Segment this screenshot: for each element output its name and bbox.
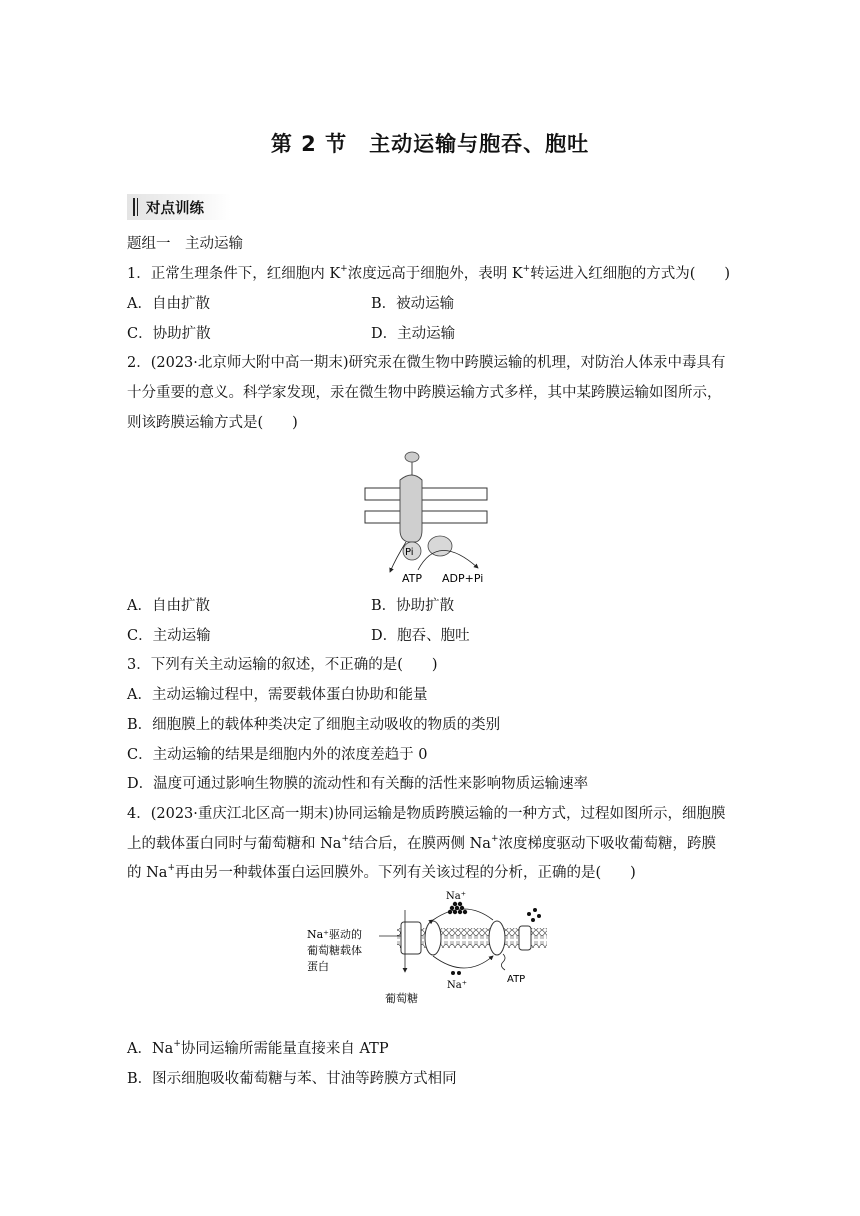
carrier-label-line2: 葡萄糖载体 — [307, 944, 362, 957]
badge-label: 对点训练 — [146, 201, 204, 217]
q1-option-b: B．被动运输 — [371, 296, 455, 312]
carrier-label-line3: 蛋白 — [307, 960, 329, 973]
right-molecules — [527, 908, 541, 922]
atpase-enzyme — [428, 536, 452, 556]
adp-pi-label: ADP+Pi — [442, 572, 484, 585]
pi-label: Pi — [405, 547, 414, 558]
q2-option-c: C．主动运输 — [127, 628, 211, 644]
q1-option-c: C．协助扩散 — [127, 326, 211, 342]
na-top-label: Na⁺ — [446, 891, 466, 902]
practice-badge — [127, 194, 231, 220]
q2-stem-line3: 则该跨膜运输方式是( ) — [127, 415, 298, 431]
membrane-upper-layer — [365, 488, 487, 500]
badge-bar-thin — [137, 198, 138, 216]
q1-option-a: A．自由扩散 — [127, 296, 210, 312]
q4-stem-line3: 的 Na+再由另一种载体蛋白运回膜外。下列有关该过程的分析，正确的是( ) — [127, 863, 636, 881]
transported-molecule — [405, 452, 419, 462]
atp-arrow — [501, 954, 505, 970]
page-title — [0, 128, 860, 158]
glucose-label: 葡萄糖 — [385, 992, 418, 1005]
membrane-lower-layer — [365, 511, 487, 523]
atp-label: ATP — [402, 572, 423, 585]
inward-arrow — [390, 542, 406, 572]
q2-option-b: B．协助扩散 — [371, 598, 455, 614]
na-ions-top — [448, 902, 467, 914]
na-lower-arrow — [433, 956, 493, 968]
q4-stem-line2: 上的载体蛋白同时与葡萄糖和 Na+结合后，在膜两侧 Na+浓度梯度驱动下吸收葡萄糖，跨膜 — [127, 834, 716, 852]
atp-label-q4: ATP — [507, 974, 526, 985]
q4-option-a: A．Na+协同运输所需能量直接来自 ATP — [127, 1039, 389, 1057]
q3-stem: 3．下列有关主动运输的叙述，不正确的是( ) — [127, 657, 438, 673]
section-name: 主动运输与胞吞、胞吐 — [369, 132, 590, 156]
q2-stem-line1: 2．(2023·北京师大附中高一期末)研究汞在微生物中跨膜运输的机理，对防治人体汞中毒具有 — [127, 355, 726, 371]
q3-option-d: D．温度可通过影响生物膜的流动性和有关酶的活性来影响物质运输速率 — [127, 776, 589, 792]
carrier-label-line1: Na⁺驱动的 — [307, 928, 362, 941]
na-channel-left — [425, 921, 441, 955]
right-transporter — [519, 926, 531, 950]
q1-stem: 1．正常生理条件下，红细胞内 K+浓度远高于细胞外，表明 K+转运进入红细胞的方式为( ) — [127, 264, 731, 282]
q4-option-b: B．图示细胞吸收葡萄糖与苯、甘油等跨膜方式相同 — [127, 1071, 457, 1087]
q3-option-a: A．主动运输过程中，需要载体蛋白协助和能量 — [127, 687, 428, 703]
na-upper-arrow — [433, 909, 493, 920]
glucose-carrier-protein — [401, 922, 421, 954]
group-heading: 题组一 主动运输 — [127, 236, 243, 252]
q2-stem-line2: 十分重要的意义。科学家发现，汞在微生物中跨膜运输方式多样，其中某跨膜运输如图所示， — [127, 385, 722, 401]
q3-option-b: B．细胞膜上的载体种类决定了细胞主动吸收的物质的类别 — [127, 717, 501, 733]
q2-option-d: D．胞吞、胞吐 — [371, 628, 470, 644]
section-number: 第 2 节 — [270, 132, 348, 156]
q2-membrane-figure — [360, 448, 500, 588]
q2-option-a: A．自由扩散 — [127, 598, 210, 614]
na-pump — [489, 921, 505, 955]
badge-bar — [133, 198, 135, 216]
carrier-protein — [400, 475, 422, 542]
q3-option-c: C．主动运输的结果是细胞内外的浓度差趋于 0 — [127, 747, 428, 763]
q4-cotransport-figure — [305, 890, 555, 1010]
na-bottom-label: Na⁺ — [447, 980, 467, 991]
q4-stem-line1: 4．(2023·重庆江北区高一期末)协同运输是物质跨膜运输的一种方式，过程如图所示，细胞膜 — [127, 806, 726, 822]
q1-option-d: D．主动运输 — [371, 326, 456, 342]
